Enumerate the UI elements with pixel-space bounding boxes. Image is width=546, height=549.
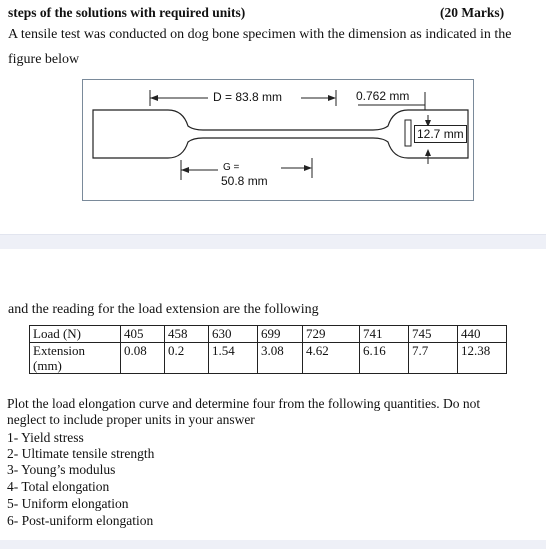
specimen-figure bbox=[82, 79, 474, 201]
extension-cell: 3.08 bbox=[258, 343, 303, 374]
width-label: 12.7 mm bbox=[414, 125, 467, 143]
g-arrowhead-left bbox=[181, 167, 189, 173]
load-cell: 745 bbox=[409, 326, 458, 343]
load-cell: 458 bbox=[165, 326, 209, 343]
load-cell: 699 bbox=[258, 326, 303, 343]
d-length-label: D = 83.8 mm bbox=[213, 90, 283, 104]
instructions-line-2: neglect to include proper units in your answer bbox=[7, 412, 255, 427]
page-bottom-margin bbox=[0, 540, 546, 549]
instructions-line-1: Plot the load elongation curve and determine four from the following quantities. Do not bbox=[7, 396, 481, 411]
extension-label: Extension bbox=[33, 343, 85, 358]
quantity-item: 3- Young’s modulus bbox=[7, 462, 116, 477]
table-row-extension bbox=[30, 343, 507, 374]
quantity-item: 2- Ultimate tensile strength bbox=[7, 446, 155, 461]
extension-cell: 0.08 bbox=[121, 343, 165, 374]
page-separator bbox=[0, 234, 546, 249]
d-arrowhead-left bbox=[150, 95, 158, 101]
specimen-outline bbox=[93, 110, 468, 158]
quantity-item: 1- Yield stress bbox=[7, 430, 84, 445]
extension-cell: 6.16 bbox=[360, 343, 409, 374]
quantity-item: 5- Uniform elongation bbox=[7, 496, 129, 511]
g-label-top: G = bbox=[223, 162, 240, 173]
extension-cell: 4.62 bbox=[303, 343, 360, 374]
extension-cell: 0.2 bbox=[165, 343, 209, 374]
intro-line-1: A tensile test was conducted on dog bone specimen with the dimension as indicated in the bbox=[8, 27, 512, 42]
load-cell: 741 bbox=[360, 326, 409, 343]
width-section-box bbox=[405, 120, 411, 146]
g-length-label: 50.8 mm bbox=[221, 174, 268, 188]
row-header-extension bbox=[30, 343, 121, 374]
extension-unit: (mm) bbox=[33, 358, 62, 373]
width-arrowhead-bottom bbox=[425, 149, 431, 156]
extension-cell: 1.54 bbox=[209, 343, 258, 374]
header-marks: (20 Marks) bbox=[440, 5, 505, 20]
readings-intro: and the reading for the load extension are the following bbox=[8, 302, 319, 317]
quantity-item: 6- Post-uniform elongation bbox=[7, 513, 154, 528]
load-cell: 729 bbox=[303, 326, 360, 343]
thickness-label: 0.762 mm bbox=[356, 89, 410, 103]
g-arrowhead-right bbox=[304, 165, 312, 171]
table-row-load bbox=[30, 326, 507, 343]
d-arrowhead-right bbox=[328, 95, 336, 101]
intro-line-2: figure below bbox=[8, 52, 80, 67]
row-header-load: Load (N) bbox=[30, 326, 121, 343]
extension-cell: 7.7 bbox=[409, 343, 458, 374]
load-cell: 405 bbox=[121, 326, 165, 343]
header-left: steps of the solutions with required units) bbox=[8, 5, 246, 20]
load-cell: 440 bbox=[458, 326, 507, 343]
quantity-item: 4- Total elongation bbox=[7, 479, 110, 494]
load-extension-table bbox=[29, 325, 507, 374]
load-cell: 630 bbox=[209, 326, 258, 343]
extension-cell: 12.38 bbox=[458, 343, 507, 374]
